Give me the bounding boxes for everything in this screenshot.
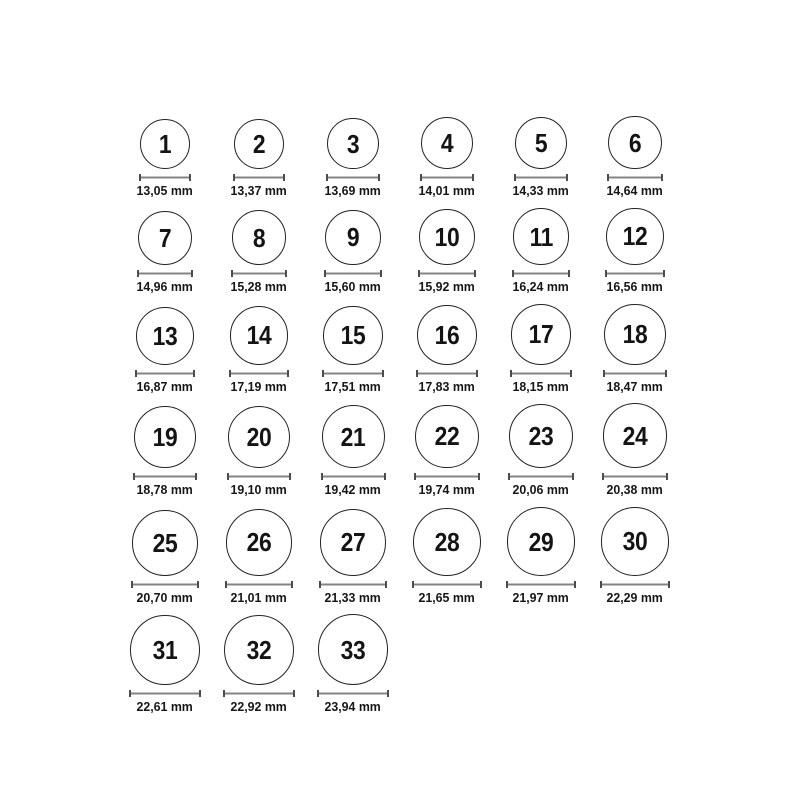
ring-circle (318, 614, 389, 685)
diameter-ruler (139, 174, 191, 181)
ring-circle (421, 117, 473, 169)
ring-size-item (400, 117, 494, 199)
ring-circle (226, 509, 292, 575)
ring-circle (417, 305, 477, 365)
diameter-ruler (510, 370, 572, 377)
ring-size-chart (118, 0, 682, 715)
diameter-label: 22,92 mm (230, 698, 288, 714)
diameter-label: 13,69 mm (324, 183, 382, 199)
diameter-ruler (227, 473, 291, 480)
diameter-label: 20,38 mm (606, 482, 664, 498)
ring-size-number: 24 (622, 420, 648, 451)
ring-size-number: 7 (158, 223, 172, 254)
ring-size-number: 14 (246, 320, 272, 351)
ring-size-number: 32 (246, 634, 272, 665)
diameter-label: 20,70 mm (136, 589, 194, 605)
ring-circle (232, 210, 287, 265)
ring-circle (413, 508, 481, 576)
diameter-ruler (223, 690, 295, 697)
ring-size-row (118, 614, 682, 714)
ring-size-number: 21 (340, 421, 366, 452)
ring-size-item (494, 304, 588, 394)
ring-size-number: 2 (252, 128, 266, 159)
ring-size-number: 15 (340, 320, 366, 351)
ring-circle (513, 208, 570, 265)
ring-size-number: 29 (528, 526, 554, 557)
diameter-label: 22,29 mm (606, 589, 664, 605)
ring-size-number: 8 (252, 222, 266, 253)
diameter-label: 18,47 mm (606, 378, 664, 394)
ring-circle (322, 405, 385, 468)
ring-size-item (494, 208, 588, 294)
ring-circle (515, 117, 568, 170)
ring-circle (327, 118, 378, 169)
ring-circle (511, 304, 571, 364)
ring-size-item (588, 507, 682, 605)
ring-size-item (494, 117, 588, 199)
ring-circle (230, 306, 288, 364)
ring-size-number: 11 (529, 221, 553, 252)
diameter-ruler (605, 270, 664, 277)
diameter-ruler (322, 370, 383, 377)
ring-circle (601, 507, 670, 576)
ring-size-row (118, 116, 682, 199)
diameter-label: 18,15 mm (512, 378, 570, 394)
ring-size-number: 4 (440, 128, 454, 159)
ring-size-item (588, 403, 682, 498)
ring-size-item (588, 116, 682, 199)
diameter-label: 14,64 mm (606, 183, 664, 199)
diameter-ruler (229, 370, 289, 377)
diameter-label: 19,42 mm (324, 482, 382, 498)
diameter-label: 18,78 mm (136, 482, 194, 498)
ring-size-row (118, 403, 682, 498)
ring-size-number: 25 (152, 527, 178, 558)
ring-size-number: 5 (534, 127, 548, 158)
diameter-label: 14,96 mm (136, 278, 194, 294)
diameter-label: 17,19 mm (230, 378, 288, 394)
ring-size-number: 16 (434, 319, 460, 350)
ring-size-item (212, 615, 306, 715)
diameter-ruler (420, 174, 474, 181)
ring-circle (603, 403, 668, 468)
diameter-ruler (231, 270, 288, 277)
ring-size-item (118, 615, 212, 714)
ring-size-item (118, 211, 212, 294)
diameter-ruler (506, 581, 576, 588)
diameter-ruler (324, 270, 381, 277)
diameter-ruler (326, 174, 379, 181)
ring-size-item (306, 118, 400, 199)
ring-size-number: 18 (622, 319, 648, 350)
ring-circle (608, 116, 661, 169)
ring-size-number: 27 (340, 527, 366, 558)
ring-size-row (118, 304, 682, 395)
ring-circle (509, 404, 573, 468)
ring-size-number: 22 (434, 421, 460, 452)
diameter-label: 14,33 mm (512, 183, 570, 199)
diameter-ruler (321, 473, 386, 480)
diameter-ruler (508, 473, 574, 480)
ring-size-number: 33 (340, 634, 366, 665)
diameter-ruler (225, 581, 293, 588)
diameter-ruler (514, 174, 569, 181)
ring-size-number: 30 (622, 526, 648, 557)
diameter-ruler (418, 270, 476, 277)
ring-circle (325, 210, 380, 265)
diameter-label: 13,37 mm (230, 183, 288, 199)
diameter-ruler (600, 581, 671, 588)
ring-size-number: 10 (434, 222, 460, 253)
diameter-ruler (416, 370, 478, 377)
ring-size-item (494, 507, 588, 605)
diameter-label: 17,83 mm (418, 378, 476, 394)
ring-size-number: 6 (628, 127, 642, 158)
ring-size-item (588, 304, 682, 395)
ring-size-item (212, 306, 306, 394)
diameter-ruler (135, 370, 195, 377)
diameter-label: 21,01 mm (230, 589, 288, 605)
diameter-label: 22,61 mm (136, 698, 194, 714)
diameter-label: 17,51 mm (324, 378, 382, 394)
diameter-label: 15,60 mm (324, 278, 382, 294)
ring-size-number: 20 (246, 421, 272, 452)
diameter-label: 23,94 mm (324, 698, 382, 714)
diameter-label: 21,33 mm (324, 589, 382, 605)
ring-size-number: 1 (158, 129, 172, 160)
diameter-ruler (233, 174, 286, 181)
ring-size-number: 28 (434, 526, 460, 557)
diameter-ruler (133, 473, 197, 480)
diameter-label: 16,87 mm (136, 378, 194, 394)
diameter-label: 19,10 mm (230, 482, 288, 498)
ring-size-item (212, 119, 306, 199)
ring-size-item (400, 305, 494, 394)
ring-size-number: 31 (152, 635, 178, 666)
ring-size-item (118, 119, 212, 199)
ring-size-item (118, 510, 212, 605)
ring-circle (228, 406, 290, 468)
diameter-ruler (607, 174, 662, 181)
diameter-ruler (319, 581, 388, 588)
ring-circle (604, 304, 665, 365)
ring-size-item (400, 508, 494, 605)
diameter-ruler (512, 270, 571, 277)
diameter-label: 15,92 mm (418, 278, 476, 294)
ring-size-number: 3 (346, 128, 360, 159)
diameter-label: 16,56 mm (606, 278, 664, 294)
ring-size-number: 9 (346, 222, 360, 253)
diameter-ruler (603, 370, 666, 377)
ring-circle (132, 510, 198, 576)
ring-circle (507, 507, 575, 575)
ring-size-number: 12 (622, 221, 648, 252)
diameter-ruler (137, 270, 193, 277)
diameter-label: 21,97 mm (512, 589, 570, 605)
diameter-label: 13,05 mm (136, 183, 194, 199)
diameter-label: 14,01 mm (418, 183, 476, 199)
ring-circle (224, 615, 294, 685)
ring-size-item (212, 406, 306, 498)
ring-size-row (118, 507, 682, 605)
diameter-ruler (129, 690, 201, 697)
diameter-label: 16,24 mm (512, 278, 570, 294)
diameter-label: 15,28 mm (230, 278, 288, 294)
diameter-ruler (414, 473, 480, 480)
ring-size-item (306, 405, 400, 498)
ring-circle (138, 211, 192, 265)
ring-circle (320, 509, 387, 576)
ring-circle (323, 306, 382, 365)
diameter-ruler (317, 690, 390, 697)
diameter-ruler (412, 581, 482, 588)
ring-size-item (212, 210, 306, 294)
ring-size-item (306, 614, 400, 714)
diameter-label: 19,74 mm (418, 482, 476, 498)
ring-size-item (400, 209, 494, 294)
ring-circle (415, 405, 479, 469)
ring-size-item (400, 405, 494, 498)
ring-size-item (306, 509, 400, 605)
ring-size-item (212, 509, 306, 605)
ring-circle (140, 119, 190, 169)
diameter-label: 21,65 mm (418, 589, 476, 605)
diameter-ruler (602, 473, 669, 480)
ring-circle (134, 406, 196, 468)
ring-size-item (306, 210, 400, 295)
ring-size-number: 26 (246, 527, 272, 558)
ring-size-item (588, 208, 682, 295)
ring-circle (136, 307, 194, 365)
diameter-label: 20,06 mm (512, 482, 570, 498)
ring-size-number: 17 (528, 319, 554, 350)
ring-circle (419, 209, 475, 265)
ring-size-number: 13 (152, 320, 178, 351)
ring-size-item (118, 307, 212, 394)
ring-circle (606, 208, 663, 265)
ring-size-item (118, 406, 212, 497)
ring-circle (130, 615, 200, 685)
ring-size-item (306, 306, 400, 395)
ring-circle (234, 119, 285, 170)
ring-size-row (118, 208, 682, 295)
ring-size-number: 23 (528, 421, 554, 451)
diameter-ruler (131, 581, 199, 588)
ring-size-number: 19 (152, 422, 178, 453)
ring-size-item (494, 404, 588, 498)
